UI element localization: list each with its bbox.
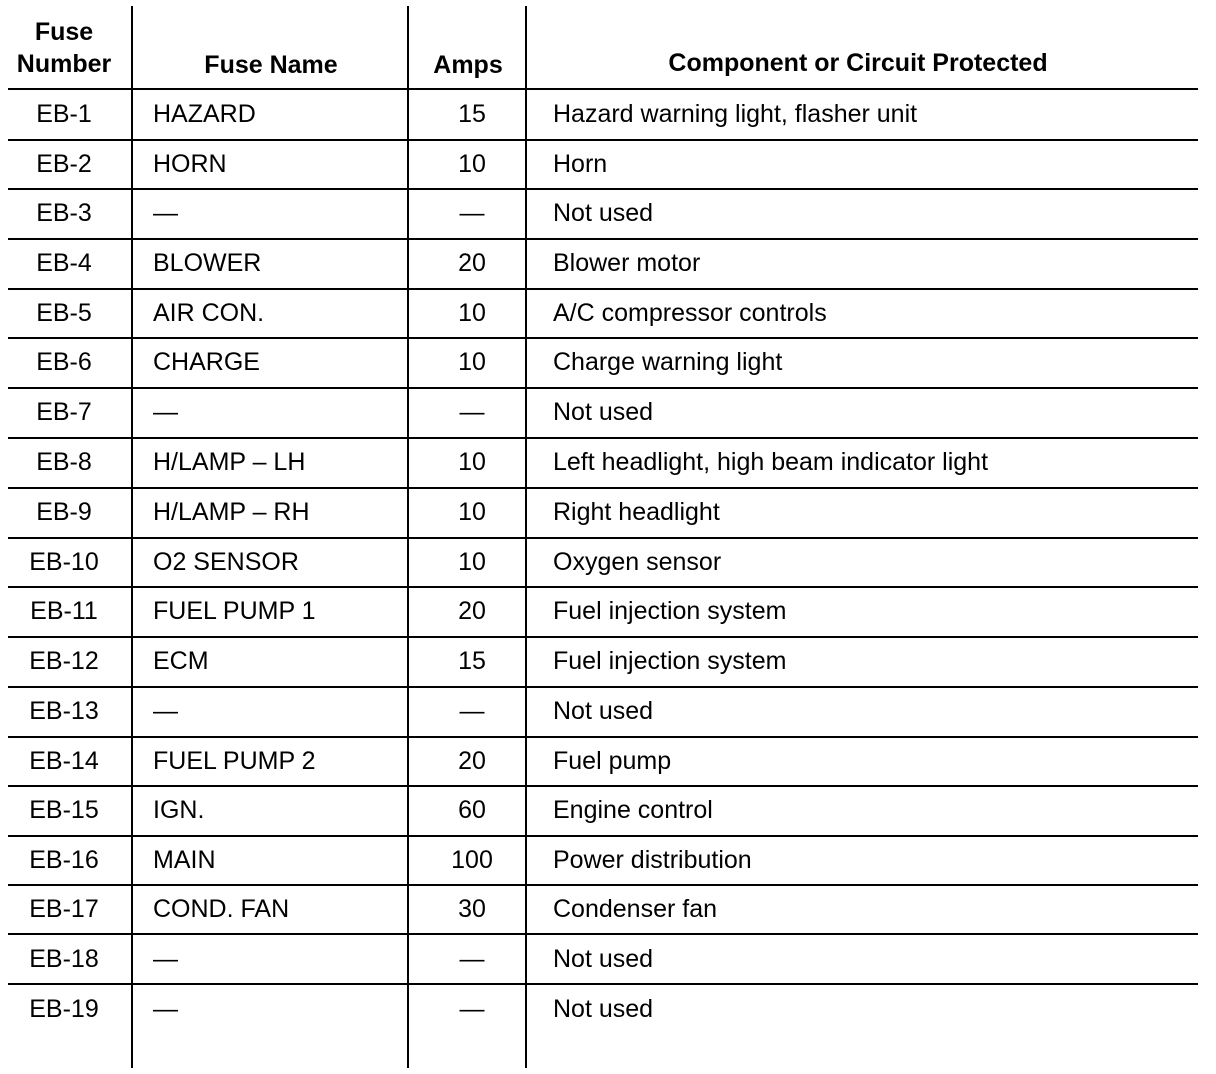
fuse-name-cell: ECM bbox=[153, 647, 209, 675]
table-row bbox=[0, 587, 1216, 636]
fuse-name-cell: H/LAMP – RH bbox=[153, 498, 310, 526]
component-cell: Engine control bbox=[553, 796, 713, 824]
amps-cell: 10 bbox=[458, 448, 486, 476]
table-row bbox=[0, 438, 1216, 487]
component-cell: Fuel pump bbox=[553, 747, 672, 775]
table-row bbox=[0, 637, 1216, 686]
table-row bbox=[0, 189, 1216, 238]
header-component: Component or Circuit Protected bbox=[668, 49, 1048, 77]
fuse-number-cell: EB-14 bbox=[29, 747, 99, 775]
table-row bbox=[0, 140, 1216, 189]
amps-cell: 20 bbox=[458, 597, 486, 625]
component-cell: Left headlight, high beam indicator light bbox=[553, 448, 989, 476]
amps-cell: 10 bbox=[458, 348, 486, 376]
table-row bbox=[0, 90, 1216, 139]
amps-cell: 10 bbox=[458, 498, 486, 526]
fuse-number-cell: EB-9 bbox=[36, 498, 92, 526]
header-amps: Amps bbox=[433, 51, 503, 79]
amps-cell: 15 bbox=[458, 100, 486, 128]
table-row bbox=[0, 388, 1216, 437]
table-row bbox=[0, 488, 1216, 537]
fuse-name-cell: AIR CON. bbox=[153, 299, 265, 327]
fuse-number-cell: EB-12 bbox=[29, 647, 99, 675]
component-cell: Horn bbox=[553, 150, 608, 178]
fuse-number-cell: EB-2 bbox=[36, 150, 92, 178]
fuse-name-cell: HORN bbox=[153, 150, 227, 178]
component-cell: Not used bbox=[553, 398, 654, 426]
fuse-number-cell: EB-11 bbox=[30, 597, 98, 625]
component-cell: Not used bbox=[553, 697, 654, 725]
fuse-number-cell: EB-17 bbox=[29, 895, 99, 923]
component-cell: Not used bbox=[553, 995, 654, 1023]
amps-cell: — bbox=[459, 199, 485, 227]
table-row bbox=[0, 737, 1216, 786]
fuse-name-cell: HAZARD bbox=[153, 100, 256, 128]
fuse-number-cell: EB-19 bbox=[29, 995, 99, 1023]
component-cell: Oxygen sensor bbox=[553, 548, 722, 576]
fuse-number-cell: EB-13 bbox=[29, 697, 99, 725]
component-cell: Right headlight bbox=[553, 498, 720, 526]
fuse-name-cell: O2 SENSOR bbox=[153, 548, 299, 576]
amps-cell: 30 bbox=[458, 895, 486, 923]
fuse-name-cell: — bbox=[153, 398, 178, 426]
table-row bbox=[0, 786, 1216, 835]
component-cell: Hazard warning light, flasher unit bbox=[553, 100, 918, 128]
table-row bbox=[0, 289, 1216, 338]
fuse-number-cell: EB-3 bbox=[36, 199, 92, 227]
component-cell: A/C compressor controls bbox=[553, 299, 827, 327]
amps-cell: — bbox=[459, 945, 485, 973]
component-cell: Blower motor bbox=[553, 249, 701, 277]
fuse-number-cell: EB-5 bbox=[36, 299, 92, 327]
component-cell: Not used bbox=[553, 945, 654, 973]
table-row bbox=[0, 338, 1216, 387]
fuse-number-cell: EB-16 bbox=[29, 846, 99, 874]
fuse-name-cell: MAIN bbox=[153, 846, 216, 874]
fuse-name-cell: COND. FAN bbox=[153, 895, 290, 923]
component-cell: Charge warning light bbox=[553, 348, 783, 376]
amps-cell: 60 bbox=[458, 796, 486, 824]
fuse-number-cell: EB-6 bbox=[36, 348, 92, 376]
component-cell: Condenser fan bbox=[553, 895, 718, 923]
header-fuse-number-line1: Fuse bbox=[34, 18, 94, 46]
fuse-number-cell: EB-15 bbox=[29, 796, 99, 824]
amps-cell: 10 bbox=[458, 548, 486, 576]
component-cell: Not used bbox=[553, 199, 654, 227]
fuse-number-cell: EB-8 bbox=[36, 448, 92, 476]
fuse-name-cell: — bbox=[153, 945, 178, 973]
amps-cell: 100 bbox=[451, 846, 493, 874]
fuse-name-cell: CHARGE bbox=[153, 348, 260, 376]
table-row bbox=[0, 836, 1216, 885]
component-cell: Fuel injection system bbox=[553, 597, 787, 625]
table-row bbox=[0, 687, 1216, 736]
component-cell: Power distribution bbox=[553, 846, 752, 874]
table-row bbox=[0, 239, 1216, 288]
table-row bbox=[0, 935, 1216, 984]
fuse-name-cell: — bbox=[153, 199, 178, 227]
fuse-name-cell: FUEL PUMP 2 bbox=[153, 747, 316, 775]
header-fuse-number-line2: Number bbox=[16, 50, 112, 78]
amps-cell: 10 bbox=[458, 150, 486, 178]
header-fuse-number bbox=[10, 16, 118, 80]
fuse-name-cell: — bbox=[153, 995, 178, 1023]
table-row bbox=[0, 985, 1216, 1034]
amps-cell: — bbox=[459, 398, 485, 426]
amps-cell: 20 bbox=[458, 249, 486, 277]
table-row bbox=[0, 538, 1216, 587]
fuse-name-cell: FUEL PUMP 1 bbox=[153, 597, 316, 625]
amps-cell: — bbox=[459, 697, 485, 725]
fuse-number-cell: EB-10 bbox=[29, 548, 99, 576]
fuse-number-cell: EB-4 bbox=[36, 249, 92, 277]
amps-cell: — bbox=[459, 995, 485, 1023]
fuse-name-cell: H/LAMP – LH bbox=[153, 448, 306, 476]
component-cell: Fuel injection system bbox=[553, 647, 787, 675]
amps-cell: 10 bbox=[458, 299, 486, 327]
fuse-name-cell: — bbox=[153, 697, 178, 725]
fuse-name-cell: BLOWER bbox=[153, 249, 262, 277]
header-fuse-name: Fuse Name bbox=[204, 51, 338, 79]
amps-cell: 15 bbox=[458, 647, 486, 675]
amps-cell: 20 bbox=[458, 747, 486, 775]
fuse-number-cell: EB-1 bbox=[36, 100, 92, 128]
table-row bbox=[0, 885, 1216, 934]
fuse-number-cell: EB-7 bbox=[36, 398, 92, 426]
fuse-name-cell: IGN. bbox=[153, 796, 205, 824]
fuse-number-cell: EB-18 bbox=[29, 945, 99, 973]
